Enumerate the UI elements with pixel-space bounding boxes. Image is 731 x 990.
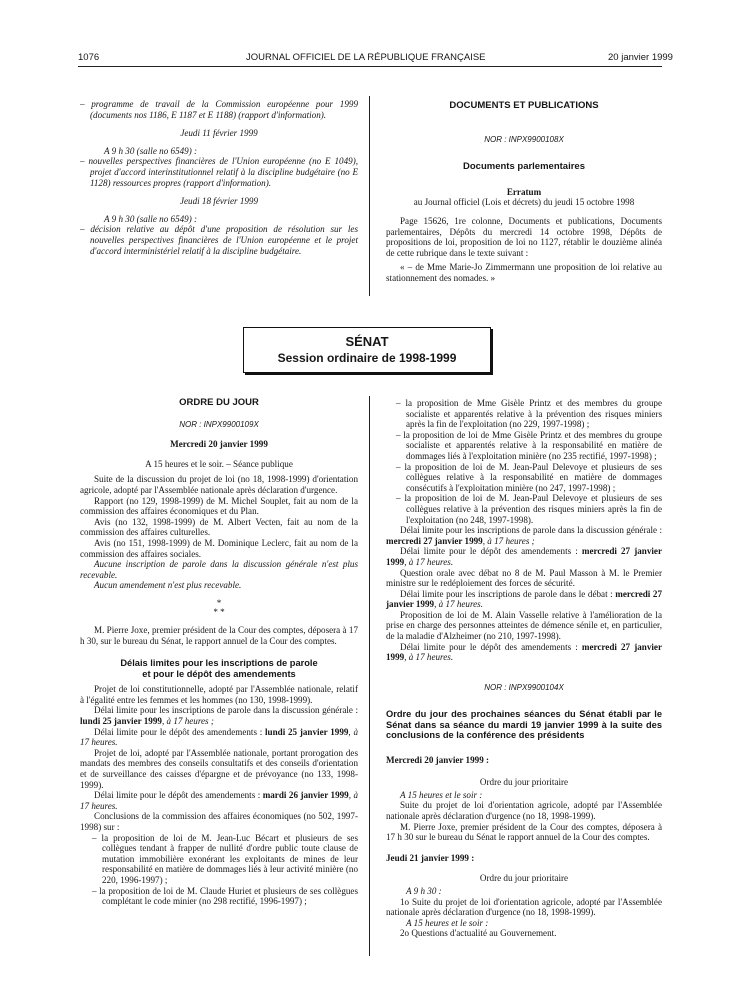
paragraph: Aucun amendement n'est plus recevable. — [94, 580, 242, 591]
deadline-text: Délai limite pour les inscriptions de parole dans la discussion générale : — [400, 525, 662, 536]
subsection-heading: Documents parlementaires — [463, 161, 585, 173]
deadline-paragraph — [386, 589, 662, 610]
list-item: – la proposition de loi de M. Claude Huriet et plusieurs de ses collègues complétant le code minier (no 298 rectifié, 1996-1997) ; — [92, 885, 358, 907]
deadline-text: Délai limite pour le dépôt des amendements : — [400, 546, 582, 557]
agenda-date: Jeudi 18 février 1999 — [179, 196, 259, 207]
section-heading: DOCUMENTS ET PUBLICATIONS — [449, 100, 599, 111]
deadline-text: Délai limite pour le dépôt des amendements : — [94, 726, 266, 737]
journal-title: JOURNAL OFFICIEL DE LA RÉPUBLIQUE FRANÇAISE — [246, 52, 486, 63]
deadline-paragraph — [386, 642, 662, 663]
agenda-type: Ordre du jour prioritaire — [479, 777, 569, 788]
list-item: – la proposition de loi de M. Jean-Luc Bécart et plusieurs de ses collègues tendant à frapper de nullité d'ordre public toute clause de mutation immobilière exonérant les exploitants de mines de leur responsabilité en matière de dommages liés à leur activité minière (no 220, 1996-1997) ; — [92, 832, 358, 885]
deadline-time: , à 17 heures. — [80, 790, 358, 811]
paragraph: Conclusions de la commission des affaires économiques (no 502, 1997-1998) sur : — [80, 811, 358, 832]
senat-title-box — [243, 327, 491, 373]
erratum-reference: au Journal officiel (Lois et décrets) du jeudi 15 octobre 1998 — [413, 197, 635, 208]
session-date: Mercredi 20 janvier 1999 — [170, 439, 268, 450]
deadline-paragraph — [80, 790, 358, 811]
deadline-time: , à 17 heures ; — [482, 535, 535, 546]
deadline-time: , à 17 heures. — [404, 556, 454, 567]
paragraph: Suite de la discussion du projet de loi (no 18, 1998-1999) d'orientation agricole, adopté par l'Assemblée nationale après déclaration d'urgence. — [80, 474, 358, 495]
paragraph: 2o Questions d'actualité au Gouvernement. — [400, 928, 557, 939]
deadline-date: mardi 26 janvier 1999 — [262, 790, 349, 801]
deadline-date: mercredi 27 janvier 1999 — [386, 535, 483, 546]
deadline-paragraph — [386, 525, 662, 546]
nor-reference: NOR : INPX9900109X — [179, 419, 259, 429]
agenda-date: Jeudi 11 février 1999 — [180, 128, 258, 139]
paragraph: Question orale avec débat no 8 de M. Paul Masson à M. le Premier ministre sur le redéploiement des forces de sécurité. — [386, 567, 662, 589]
senat-title: SÉNAT — [345, 334, 389, 349]
separator-stars: * — [216, 597, 222, 608]
deadline-paragraph — [386, 546, 662, 567]
paragraph: Projet de loi, adopté par l'Assemblée nationale, portant prorogation des mandats des membres des conseils consultatifs et des conseils d'orientation et de surveillance des caisses d'épargne et de prévoyance (no 133, 1998-1999). — [80, 747, 358, 790]
agenda-time: A 9 h 30 (salle no 6549) : — [104, 145, 198, 156]
list-item: – la proposition de loi de M. Jean-Paul Delevoye et plusieurs de ses collègues relative à la responsabilité en matière de dommages consécutifs à l'exploitation minière (no 247, 1997-1998) ; — [396, 461, 662, 493]
session-title: Session ordinaire de 1998-1999 — [277, 351, 457, 365]
erratum-title: Erratum — [506, 186, 542, 197]
deadline-text: Délai limite pour le dépôt des amendements : — [94, 790, 263, 801]
agenda-item: – nouvelles perspectives financières de l'Union européenne (no E 1049), projet d'accord interinstitutionnel relatif à la discipline budgétaire (no E 1128) ressources propres (rapport d'information). — [80, 156, 358, 188]
header-rule — [78, 66, 662, 67]
deadline-paragraph — [80, 727, 358, 748]
paragraph: 1o Suite du projet de loi d'orientation agricole, adopté par l'Assemblée nationale après déclaration d'urgence (no 18, 1998-1999). — [386, 896, 662, 918]
paragraph: Rapport (no 129, 1998-1999) de M. Michel Souplet, fait au nom de la commission des affaires économiques et du Plan. — [80, 495, 358, 517]
deadline-paragraph — [80, 705, 358, 726]
top-right-column — [386, 101, 662, 284]
subsection-heading: Délais limites pour les inscriptions de parole — [120, 658, 318, 669]
paragraph: M. Pierre Joxe, premier président de la Cour des comptes, déposera à 17 h 30, sur le bureau du Sénat, le rapport annuel de la Cour des comptes. — [80, 624, 358, 646]
top-left-column — [80, 99, 358, 256]
list-item: – la proposition de Mme Gisèle Printz et des membres du groupe socialiste et apparentés relative à la prévention des risques miniers après la fin de l'exploitation (no 229, 1997-1998) ; — [396, 398, 662, 430]
section-heading: Ordre du jour des prochaines séances du Sénat établi par le Sénat dans sa séance du mardi 19 janvier 1999 à la suite des conclusions de la conférence des présidents — [386, 709, 662, 741]
erratum-paragraph: « – de Mme Marie-Jo Zimmermann une proposition de loi relative au stationnement des nomades. » — [386, 262, 662, 283]
left-column — [80, 398, 358, 907]
section-heading: ORDRE DU JOUR — [179, 397, 259, 408]
session-time: A 15 heures et le soir : — [400, 789, 483, 800]
agenda-item: – décision relative au dépôt d'une proposition de résolution sur les nouvelles perspectives financières de l'Union européenne et le projet d'accord interministériel relatif à la discipline budgétaire. — [80, 224, 358, 256]
paragraph: Avis (no 132, 1998-1999) de M. Albert Vecten, fait au nom de la commission des affaires culturelles. — [80, 516, 358, 538]
deadline-text: Délai limite pour le dépôt des amendements : — [400, 641, 582, 652]
session-time: A 15 heures et le soir. – Séance publique — [145, 458, 293, 469]
list-item: – la proposition de loi de M. Jean-Paul Delevoye et plusieurs de ses collègues relative à la prévention des risques miniers après la fin de l'exploitation (no 248, 1997-1998). — [396, 493, 662, 525]
page-number: 1076 — [78, 52, 100, 63]
session-time: A 9 h 30 : — [406, 886, 442, 896]
nor-reference: NOR : INPX9900104X — [484, 682, 564, 692]
session-time: A 15 heures et le soir : — [406, 917, 489, 928]
deadline-time: , à 17 heures. — [80, 726, 358, 748]
nor-reference: NOR : INPX9900108X — [484, 134, 564, 144]
session-date: Mercredi 20 janvier 1999 : — [386, 754, 490, 765]
separator-stars: * * — [213, 606, 225, 617]
deadline-time: , à 17 heures. — [404, 652, 454, 663]
deadline-date: lundi 25 janvier 1999 — [80, 716, 162, 727]
deadline-time: , à 17 heures ; — [161, 716, 214, 727]
subsection-heading: et pour le dépôt des amendements — [142, 668, 296, 679]
agenda-item: – programme de travail de la Commission européenne pour 1999 (documents nos 1186, E 1187 et E 1188) (rapport d'information). — [80, 99, 358, 120]
deadline-text: Délai limite pour les inscriptions de parole dans le débat : — [400, 588, 616, 599]
agenda-type: Ordre du jour prioritaire — [479, 873, 569, 884]
paragraph: Suite du projet de loi d'orientation agricole, adopté par l'Assemblée nationale après déclaration d'urgence (no 18, 1998-1999). — [386, 800, 662, 822]
deadline-time: , à 17 heures. — [434, 599, 483, 610]
deadline-date: lundi 25 janvier 1999 — [265, 726, 349, 737]
paragraph: Projet de loi constitutionnelle, adopté par l'Assemblée nationale, relatif à l'égalité entre les femmes et les hommes (no 130, 1998-1999). — [80, 684, 358, 705]
deadline-date: mercredi 27 janvier 1999 — [386, 588, 662, 610]
deadline-date: mercredi 27 janvier 1999 — [386, 546, 662, 567]
session-date: Jeudi 21 janvier 1999 : — [386, 852, 475, 863]
agenda-time: A 9 h 30 (salle no 6549) : — [104, 213, 198, 224]
right-column — [386, 398, 662, 939]
paragraph: Proposition de loi de M. Alain Vasselle relative à l'amélioration de la prise en charge des personnes atteintes de démence sénile et, en particulier, de la maladie d'Alzheimer (no 210, 1997-1998). — [386, 609, 662, 642]
list-item: – la proposition de loi de Mme Gisèle Printz et des membres du groupe socialiste et apparentés relative à la responsabilité en matière de dommages liés à l'exploitation minière (no 235 rectifié, 1997-1998) ; — [396, 429, 662, 461]
header-date: 20 janvier 1999 — [608, 52, 673, 63]
deadline-text: Délai limite pour les inscriptions de parole dans la discussion générale : — [94, 705, 358, 716]
paragraph: Aucune inscription de parole dans la discussion générale n'est plus recevable. — [80, 559, 358, 580]
deadline-date: mercredi 27 janvier 1999 — [386, 641, 662, 663]
bottom-column-divider — [369, 396, 370, 956]
erratum-paragraph: Page 15626, 1re colonne, Documents et publications, Documents parlementaires, Dépôts du mercredi 14 octobre 1998, Dépôts de propositions de loi, proposition de loi no 1127, rétablir le douzième alinéa de cette rubrique dans le texte suivant : — [386, 215, 662, 258]
paragraph: Avis (no 151, 1998-1999) de M. Dominique Leclerc, fait au nom de la commission des affaires sociales. — [80, 537, 358, 559]
paragraph: M. Pierre Joxe, premier président de la Cour des comptes, déposera à 17 h 30 sur le bureau du Sénat le rapport annuel de la Cour des comptes. — [386, 821, 662, 843]
top-column-divider — [369, 96, 370, 296]
